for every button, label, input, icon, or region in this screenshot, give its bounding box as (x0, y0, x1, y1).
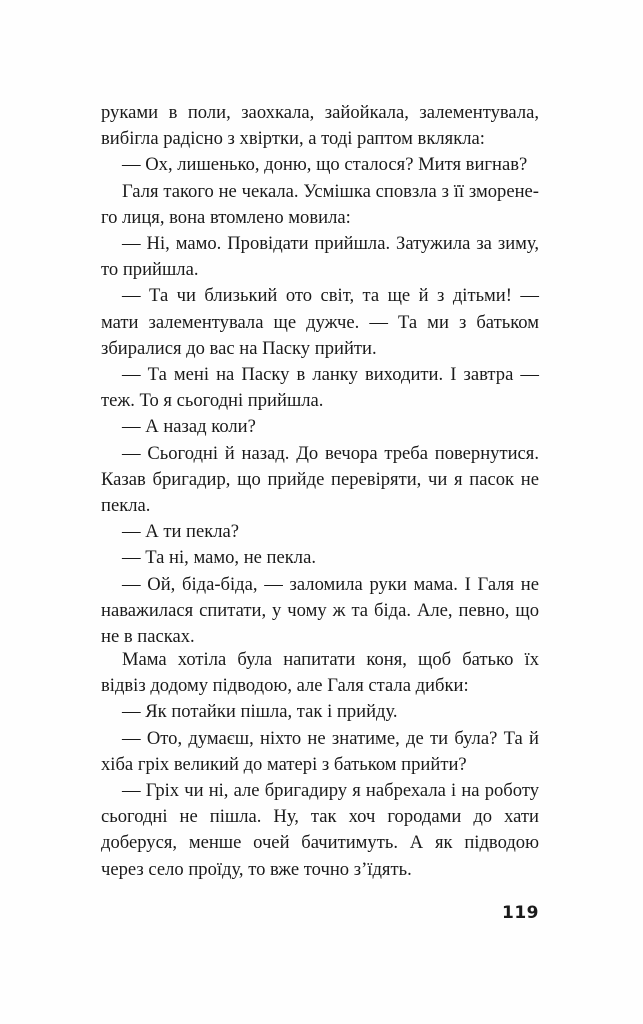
paragraph: — Ой, біда-біда, — заломила руки мама. І Галя не наважилася спитати, у чому ж та біда. Але, певно, що не в пасках. (101, 573, 539, 648)
paragraph: — Ох, лишенько, доню, що сталося? Митя вигнав? (122, 154, 528, 176)
paragraph: — Та мені на Паску в ланку виходити. І завтра — теж. То я сьогодні прийшла. (101, 364, 539, 412)
paragraph: — Та ні, мамо, не пекла. (122, 547, 316, 569)
paragraph: — Ото, думаєш, ніхто не знатиме, де ти була? Та й хіба гріх великий до матері з батьком прийти? (101, 727, 539, 775)
paragraph: Мама хотіла була напитати коня, щоб батько їх відвіз додому підводою, але Галя стала дибки: (101, 649, 539, 697)
text-section-2 (101, 647, 539, 883)
paragraph: руками в поли, заохкала, зайойкала, залементувала, вибігла радісно з хвіртки, а тоді раптом вклякла: (101, 102, 539, 150)
paragraph: — Гріх чи ні, але бригадиру я набрехала і на роботу сьогодні не пішла. Ну, так хоч городами до хати доберуся, менше очей бачитимуть. А як підводою через село проїду, то вже точно з’їдять. (101, 780, 539, 880)
paragraph: — А назад коли? (122, 416, 256, 438)
text-section-1 (101, 100, 539, 650)
paragraph: — Ні, мамо. Провідати прийшла. Затужила за зиму, то прийшла. (101, 233, 539, 281)
paragraph: — Сьогодні й назад. До вечора треба повернутися. Казав бригадир, що прийде перевіряти, чи я пасок не пекла. (101, 442, 539, 517)
paragraph: Галя такого не чекала. Усмішка сповзла з її зморенего лиця, вона втомлено мовила: (101, 180, 539, 228)
paragraph: — А ти пекла? (122, 521, 240, 543)
page-number: 119 (502, 903, 539, 923)
paragraph: — Та чи близький ото світ, та ще й з дітьми! — мати залементувала ще дужче. — Та ми з батьком збиралися до вас на Паску прийти. (101, 285, 539, 359)
paragraph: — Як потайки пішла, так і прийду. (122, 701, 398, 723)
